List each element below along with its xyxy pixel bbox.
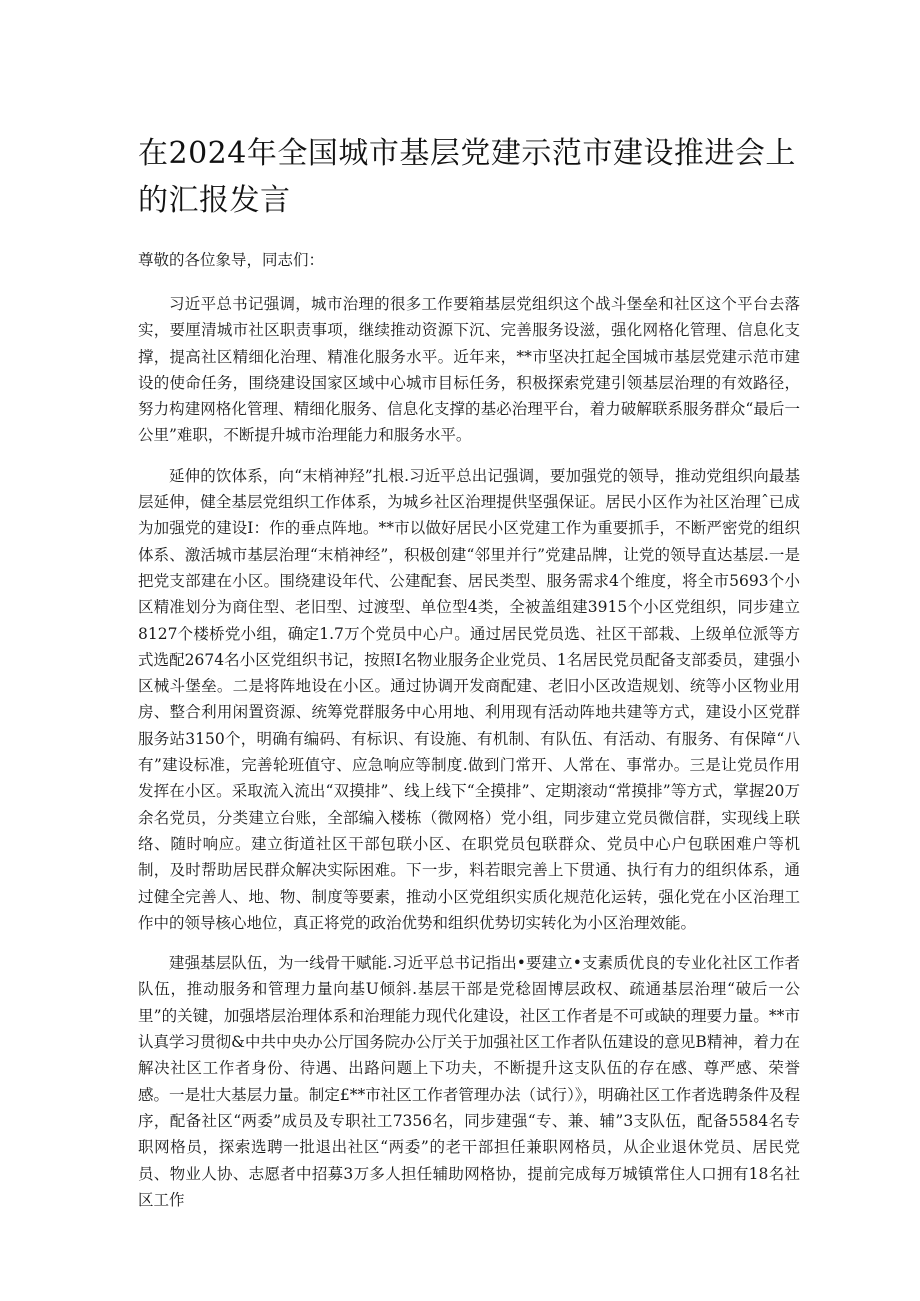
paragraph-3: 建强基层队伍，为一线骨干赋能.习近平总书记指出•要建立•支素质优良的专业化社区工作者队伍，推动服务和管理力量向基U倾斜.基层干部是党稔固博层政权、疏通基层治理“破后一公里”的关键，加强塔层治理体系和治理能力现代化建设，社区工作者是不可或缺的理要力量。**市认真学习贯彻&中共中央办公厅国务院办公厅关于加强社区工作者队伍建设的意见B精神，着力在解决社区工作者身份、待遇、出路问题上下功夫，不断提升这支队伍的存在感、尊严感、荣誉感。一是壮大基层力量。制定£**市社区工作者管理办法（试行）》，明确社区工作者选聘条件及程序，配备社区“两委”成员及专职社工7356名，同步建强“专、兼、辅”3支队伍，配备5584名专职网格员，探索选聘一批退出社区“两委”的老干部担任兼职网格员，从企业退休党员、居民党员、物业人协、志愿者中招募3万多人担任辅助网格协，提前完成每万城镇常住人口拥有18名社区工作	[138, 954, 800, 1209]
paragraph-2: 延伸的饮体系，向“末梢神羟”扎根.习近平总出记强调，要加强党的领导，推动党组织向最基层延伸，健全基层党组织工作体系，为城乡社区治理提供坚强保证。居民小区作为社区治理ˆ已成为加强党的建设I：作的垂点阵地。**市以做好居民小区党建工作为重要抓手，不断严密党的组织体系、激活城市基层治理“末梢神经”，积极创建“邻里并行”党建品牌，让党的领导直达基层.一是把党支部建在小区。围绕建设年代、公建配套、居民类型、服务需求4个维度，将全市5693个小区精准划分为商住型、老旧型、过渡型、单位型4类，全被盖组建3915个小区党组织，同步建立8127个楼桥党小组，确定1.7万个党员中心户。通过居民党员选、社区干部栽、上级单位派等方式选配2674名小区党组织书记，按照I名物业服务企业党员、1名居民党员配备支部委员，建强小区械斗堡垒。二是将阵地设在小区。通过协调开发商配建、老旧小区改造规划、统等小区物业用房、整合利用闲置资源、统筹党群服务中心用地、利用现有活动阵地共建等方式，建设小区党群服务站3150个，明确有编码、有标识、有设施、有机制、有队伍、有活动、有服务、有保障“八有”建设标准，完善轮班值守、应急响应等制度.做到门常开、人常在、事常办。三是让党员作用发挥在小区。采取流入流出“双摸排”、线上线下“全摸排”、定期滚动“常摸排”等方式，掌握20万余名党员，分类建立台账，全部编入楼栋（微网格）党小组，同步建立党员微信群，实现线上联络、随时响应。建立街道社区干部包联小区、在职党员包联群众、党员中心户包联困难户等机制，及时帮助居民群众解决实际困难。下一步，料若眼完善上下贯通、执行有力的组织体系，通过健全完善人、地、物、制度等要素，推动小区党组织实质化规范化运转，强化党在小区治理工作中的领导核心地位，真正将党的政治优势和组织优势切实转化为小区治理效能。	[138, 466, 800, 932]
salutation: 尊敬的各位象导，同志们：	[138, 251, 325, 269]
document-title: 在2024年全国城市基层党建示范市建设推进会上的汇报发言	[138, 136, 796, 218]
paragraph-1: 习近平总书记强调，城市治理的很多工作要箱基层党组织这个战斗堡垒和社区这个平台去落实，要厘清城市社区职责事项，继续推动资源下沉、完善服务设滋，强化网格化管理、信息化支撑，提高社区精细化治理、精准化服务水平。近年来，**市坚决扛起全国城市基层党建示范市建设的使命任务，围绕建设国家区域中心城市目标任务，积极探索党建引领基层治理的有效路径，努力构建网格化管理、精细化服务、信息化支撑的基必治理平台，着力破解联系服务群众“最后一公里”难职，不断提升城市治理能力和服务水平。	[138, 295, 800, 445]
